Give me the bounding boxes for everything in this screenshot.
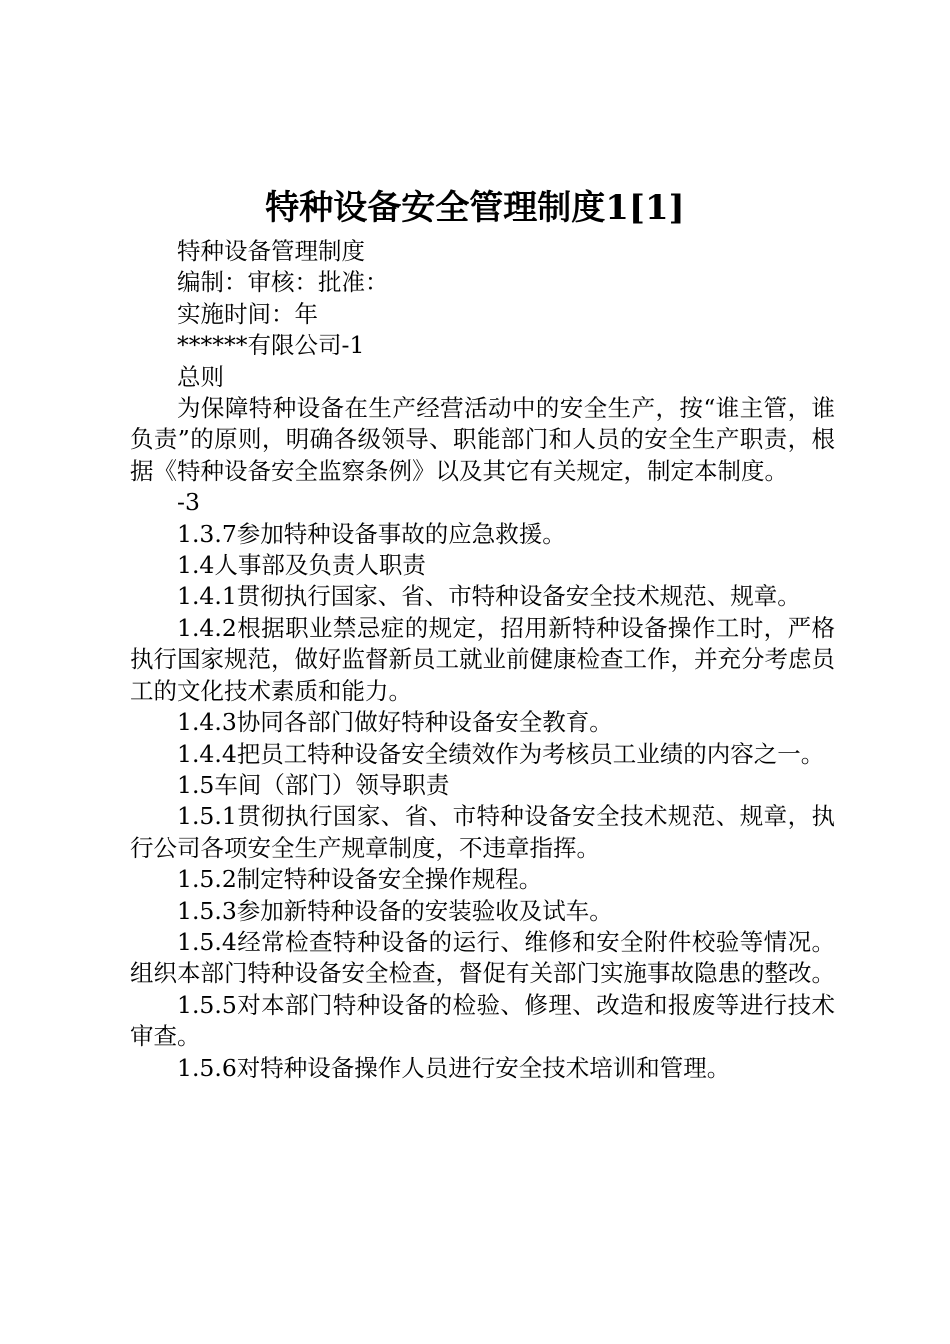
paragraph-approval: 编制：审核：批准：: [177, 268, 389, 297]
paragraph-1-4-3: 1.4.3协同各部门做好特种设备安全教育。: [177, 708, 613, 737]
paragraph-1-5: 1.5车间（部门）领导职责: [177, 770, 450, 799]
paragraph-1-4-4: 1.4.4把员工特种设备安全绩效作为考核员工业绩的内容之一。: [177, 739, 825, 768]
paragraph-1-4-1: 1.4.1贯彻执行国家、省、市特种设备安全技术规范、规章。: [177, 582, 801, 611]
paragraph-general-heading: 总则: [177, 362, 224, 391]
paragraph-1-5-1: 1.5.1贯彻执行国家、省、市特种设备安全技术规范、规章，执行公司各项安全生产规章制度，不违章指挥。: [130, 802, 835, 862]
paragraph-purpose: 为保障特种设备在生产经营活动中的安全生产，按“谁主管，谁负责”的原则，明确各级领导、职能部门和人员的安全生产职责，根据《特种设备安全监察条例》以及其它有关规定，制定本制度。: [130, 394, 835, 485]
paragraph-1-4-2: 1.4.2根据职业禁忌症的规定，招用新特种设备操作工时，严格执行国家规范，做好监督新员工就业前健康检查工作，并充分考虑员工的文化技术素质和能力。: [130, 613, 835, 705]
paragraph-1-5-4: 1.5.4经常检查特种设备的运行、维修和安全附件校验等情况。组织本部门特种设备安全检查，督促有关部门实施事故隐患的整改。: [130, 927, 835, 988]
paragraph-subtitle: 特种设备管理制度: [177, 237, 365, 265]
paragraph-page-marker: -3: [177, 488, 200, 517]
paragraph-1-5-2: 1.5.2制定特种设备安全操作规程。: [177, 865, 543, 894]
paragraph-1-5-6: 1.5.6对特种设备操作人员进行安全技术培训和管理。: [177, 1053, 731, 1082]
document-title: 特种设备安全管理制度1[1]: [265, 188, 685, 228]
document-body: [130, 236, 835, 1084]
paragraph-effective-date: 实施时间：年: [177, 299, 318, 328]
paragraph-1-5-3: 1.5.3参加新特种设备的安装验收及试车。: [177, 896, 613, 925]
paragraph-1-3-7: 1.3.7参加特种设备事故的应急救援。: [177, 519, 566, 548]
paragraph-company: ******有限公司-1: [177, 331, 365, 360]
paragraph-1-4: 1.4人事部及负责人职责: [177, 551, 426, 580]
paragraph-1-5-5: 1.5.5对本部门特种设备的检验、修理、改造和报废等进行技术审查。: [130, 990, 835, 1051]
